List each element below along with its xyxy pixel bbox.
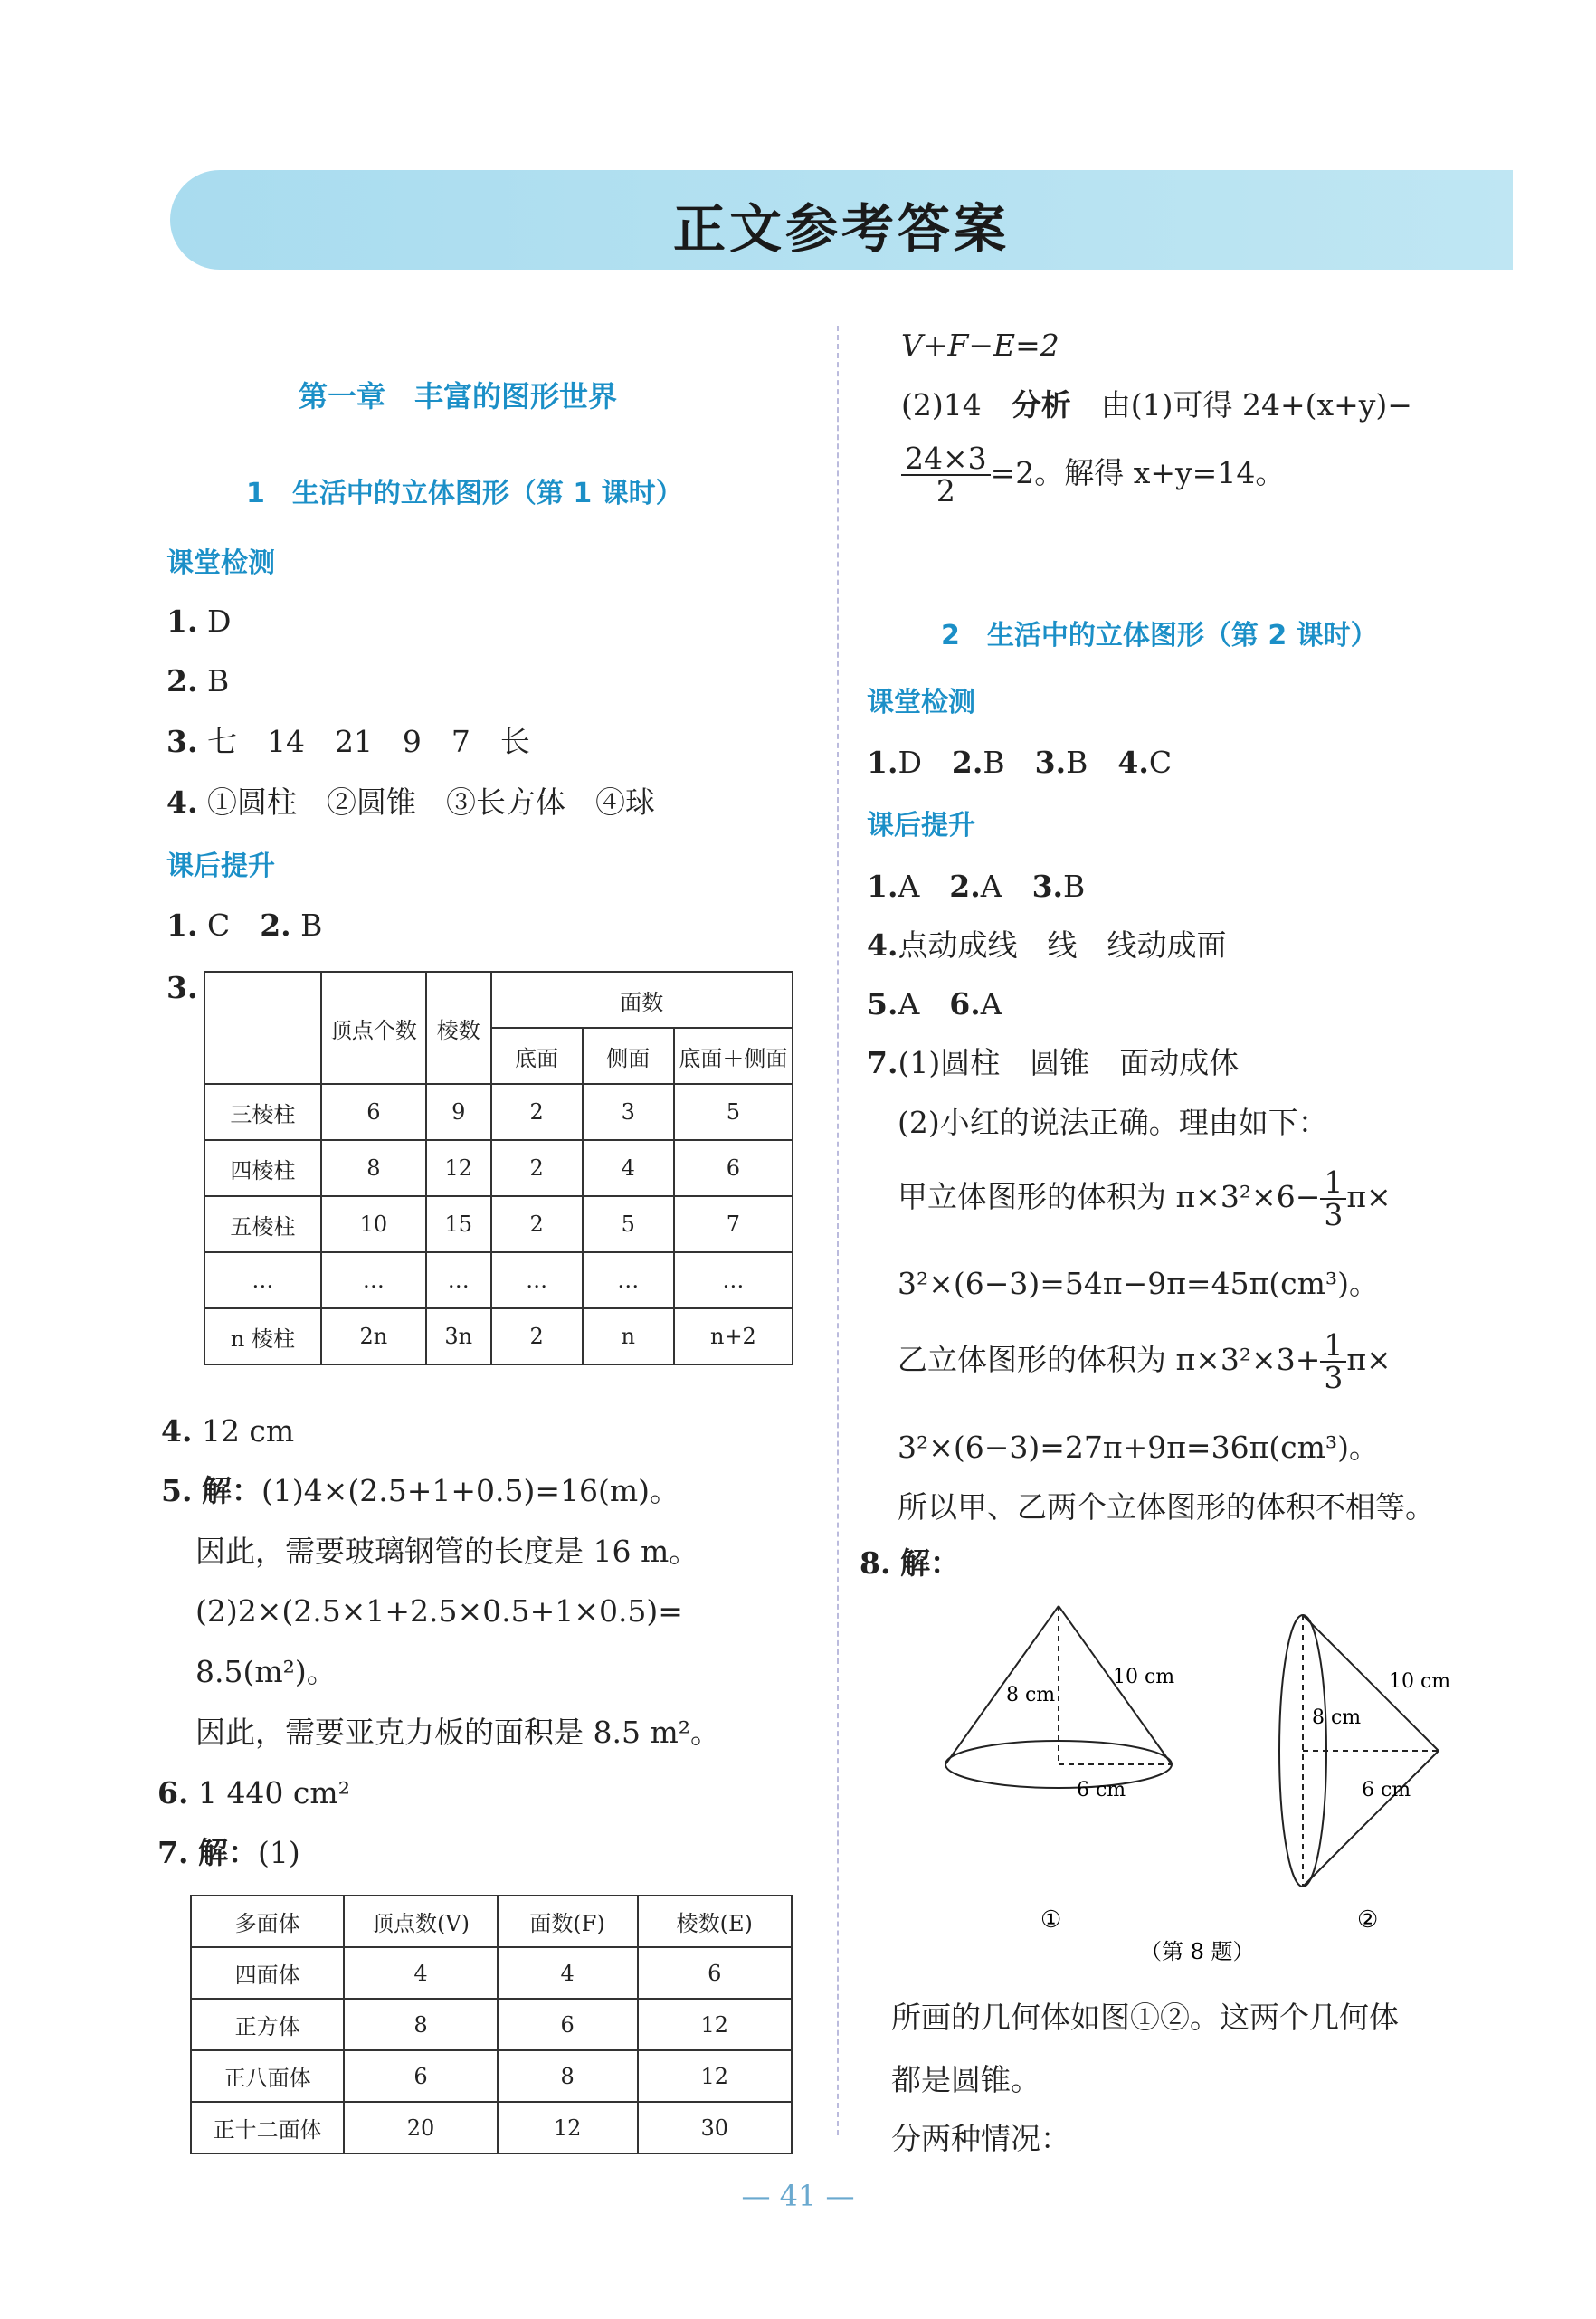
table-cell: 12 (638, 2050, 793, 2102)
table-cell: 正方体 (191, 1999, 344, 2050)
section-heading-check: 课堂检测 (867, 687, 975, 718)
answer-line: 7.(1)圆柱 圆锥 面动成体 (867, 1045, 1240, 1080)
table-cell: 3n (426, 1308, 491, 1364)
table-cell: … (674, 1252, 793, 1308)
cone-2-shape (1279, 1615, 1439, 1887)
table-cell: 6 (344, 2050, 497, 2102)
table-cell: 4 (583, 1140, 674, 1196)
table-cell: 10 (321, 1196, 426, 1252)
cone-2-slant-label: 10 cm (1389, 1670, 1451, 1693)
table-cell: 6 (498, 1999, 638, 2050)
answer-line: 因此，需要亚克力板的面积是 8.5 m²。 (195, 1715, 720, 1750)
table-cell: … (321, 1252, 426, 1308)
cone-1-radius-label: 6 cm (1077, 1779, 1126, 1801)
table-cell: … (204, 1252, 321, 1308)
table-header: 多面体 (191, 1896, 344, 1947)
table-cell: 8 (344, 1999, 497, 2050)
table-cell: … (583, 1252, 674, 1308)
table-cell: n+2 (674, 1308, 793, 1364)
table-cell: n (583, 1308, 674, 1364)
section-heading-after: 课后提升 (166, 851, 275, 882)
table-cell: 4 (498, 1947, 638, 1999)
answer-line: 6. 1 440 cm² (157, 1775, 350, 1811)
polyhedron-table (190, 1895, 793, 2154)
answer-line: 因此，需要玻璃钢管的长度是 16 m。 (195, 1534, 699, 1569)
answer-line: $\frac{24\times 3}{2}$ =2。解得 x+y=14。 (901, 443, 1285, 507)
answer-line: 甲立体图形的体积为 π×3²×6− $\frac{1}{3}$ π× (898, 1164, 1392, 1232)
cone-1-slant-label: 10 cm (1113, 1666, 1175, 1688)
answer-line: 3²×(6−3)=27π+9π=36π(cm³)。 (898, 1430, 1380, 1465)
table-cell: 12 (426, 1140, 491, 1196)
table-cell: 7 (674, 1196, 793, 1252)
table-cell: 5 (583, 1196, 674, 1252)
table-cell: 正十二面体 (191, 2102, 344, 2153)
table-row (191, 1999, 792, 2050)
cone-1-shape (945, 1606, 1175, 1788)
table-cell (204, 972, 321, 1084)
figure-caption: （第 8 题） (1140, 1939, 1255, 1964)
table-cell: 15 (426, 1196, 491, 1252)
table-cell: 6 (674, 1140, 793, 1196)
answer-line: 1. C 2. B (166, 908, 323, 943)
table-cell: 五棱柱 (204, 1196, 321, 1252)
table-cell: 正八面体 (191, 2050, 344, 2102)
table-row (204, 1196, 793, 1252)
answer-line: (2)小红的说法正确。理由如下： (898, 1105, 1328, 1140)
answer-line: 4. ①圆柱 ②圆锥 ③长方体 ④球 (166, 784, 655, 820)
answer-line: 乙立体图形的体积为 π×3²×3+ $\frac{1}{3}$ π× (898, 1327, 1392, 1395)
table-row (204, 1308, 793, 1364)
table-cell: 四面体 (191, 1947, 344, 1999)
lesson-title: 1 生活中的立体图形（第 1 课时） (246, 478, 683, 509)
answer-line: 所以甲、乙两个立体图形的体积不相等。 (898, 1489, 1435, 1525)
table-cell: 四棱柱 (204, 1140, 321, 1196)
table-row (204, 1252, 793, 1308)
table-header: 棱数 (426, 972, 491, 1084)
section-heading-check: 课堂检测 (166, 547, 275, 579)
table-header: 侧面 (583, 1028, 674, 1084)
answer-line: 都是圆锥。 (891, 2062, 1040, 2097)
cone-2-radius-label: 6 cm (1362, 1779, 1411, 1801)
answer-line: V+F−E=2 (901, 328, 1059, 363)
table-cell: n 棱柱 (204, 1308, 321, 1364)
cone-1-label: ① (1040, 1906, 1062, 1934)
answer-line: 5.A 6.A (867, 986, 1002, 1022)
answer-line: 7. 解：(1) (157, 1835, 300, 1870)
section-heading-after: 课后提升 (867, 810, 975, 841)
fraction: $\frac{24\times 3}{2}$ (901, 443, 991, 507)
table-header: 面数 (491, 972, 793, 1028)
cone-2-label: ② (1357, 1906, 1379, 1934)
table-cell: 2 (491, 1140, 583, 1196)
table-row (204, 1140, 793, 1196)
table-cell: 2 (491, 1308, 583, 1364)
table-cell: 12 (638, 1999, 793, 2050)
table-cell: 8 (321, 1140, 426, 1196)
table-header: 棱数(E) (638, 1896, 793, 1947)
cone-figure (932, 1592, 1511, 1972)
table-header: 底面＋侧面 (674, 1028, 793, 1084)
answer-line: 所画的几何体如图①②。这两个几何体 (891, 2000, 1399, 2035)
answer-line: 3. 七 14 21 9 7 长 (166, 724, 530, 759)
lesson-title: 2 生活中的立体图形（第 2 课时） (941, 620, 1378, 651)
table-row (191, 2050, 792, 2102)
answer-line: 分两种情况： (891, 2121, 1070, 2156)
table-cell: 8 (498, 2050, 638, 2102)
answer-line: 4.点动成线 线 线动成面 (867, 927, 1227, 963)
table-row (191, 1947, 792, 1999)
answer-line: 1.A 2.A 3.B (867, 869, 1086, 904)
answer-line: (2)2×(2.5×1+2.5×0.5+1×0.5)= (195, 1593, 683, 1629)
table-header: 面数(F) (498, 1896, 638, 1947)
answer-line: 8. 解： (860, 1545, 960, 1581)
fraction: $\frac{1}{3}$ (1320, 1167, 1346, 1231)
table-header: 底面 (491, 1028, 583, 1084)
table-cell: 5 (674, 1084, 793, 1140)
answer-line: 4. 12 cm (161, 1413, 295, 1449)
table-cell: 2n (321, 1308, 426, 1364)
answer-line: 2. B (166, 663, 230, 699)
table-cell: 4 (344, 1947, 497, 1999)
table-cell: 9 (426, 1084, 491, 1140)
table-cell: 2 (491, 1084, 583, 1140)
answer-line: 8.5(m²)。 (195, 1654, 337, 1689)
table-cell: … (491, 1252, 583, 1308)
table-cell: 2 (491, 1196, 583, 1252)
table-cell: 20 (344, 2102, 497, 2153)
table-cell: 三棱柱 (204, 1084, 321, 1140)
title-banner (170, 170, 1513, 270)
table-cell: 6 (638, 1947, 793, 1999)
prism-table (204, 971, 793, 1365)
answer-line: 1. D (166, 604, 232, 639)
table-row (204, 1084, 793, 1140)
table-cell: 3 (583, 1084, 674, 1140)
answer-line: 5. 解：(1)4×(2.5+1+0.5)=16(m)。 (161, 1473, 680, 1508)
question-number: 3. (166, 970, 198, 1005)
table-cell: 6 (321, 1084, 426, 1140)
table-row (191, 1896, 792, 1947)
fraction: $\frac{1}{3}$ (1320, 1330, 1346, 1393)
answer-line: 3²×(6−3)=54π−9π=45π(cm³)。 (898, 1266, 1380, 1301)
chapter-title: 第一章 丰富的图形世界 (299, 379, 618, 413)
page-title: 正文参考答案 (672, 198, 1010, 260)
page-number: — 41 — (741, 2179, 855, 2213)
cone-2-height-label: 8 cm (1312, 1706, 1362, 1729)
table-cell: 12 (498, 2102, 638, 2153)
answer-line: 1.D 2.B 3.B 4.C (867, 745, 1173, 780)
column-divider (837, 326, 839, 2135)
table-cell: 30 (638, 2102, 793, 2153)
table-header: 顶点数(V) (344, 1896, 497, 1947)
table-header: 顶点个数 (321, 972, 426, 1084)
table-cell: … (426, 1252, 491, 1308)
answer-line: (2)14 分析 由(1)可得 24+(x+y)− (901, 387, 1412, 423)
table-row (191, 2102, 792, 2153)
cone-1-height-label: 8 cm (1006, 1684, 1056, 1706)
